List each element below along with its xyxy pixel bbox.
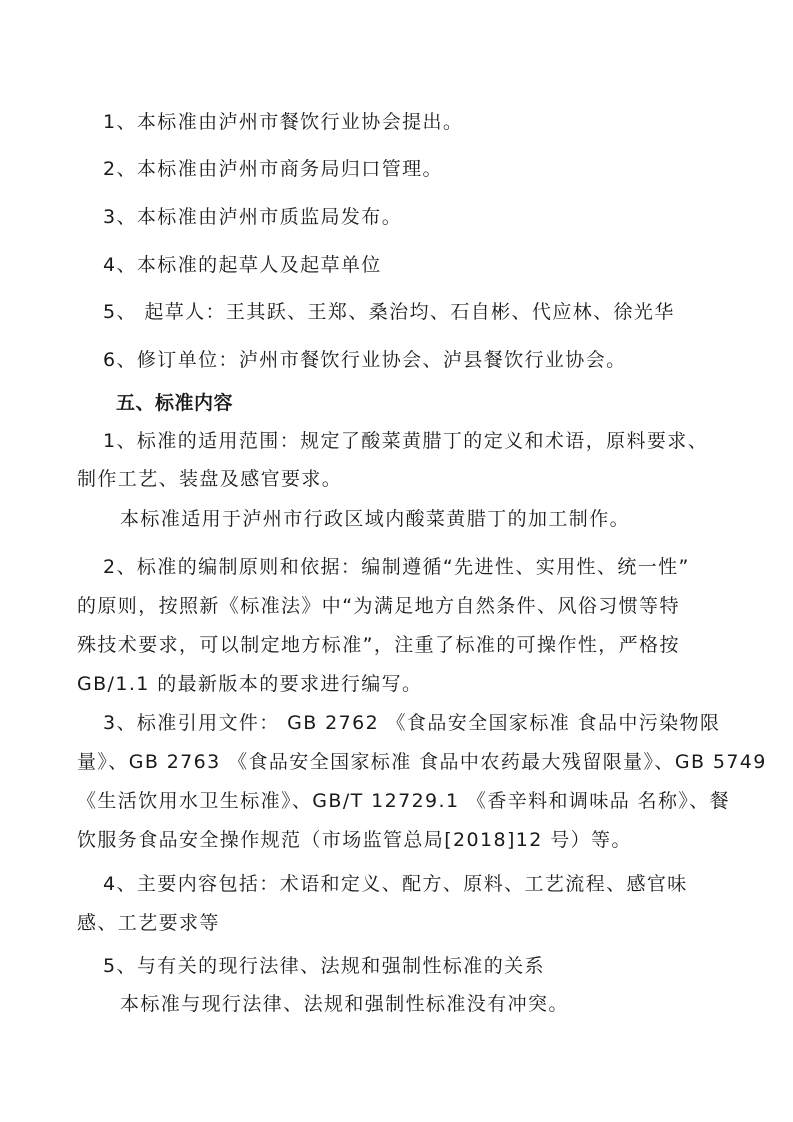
paragraph-line: GB/1.1 的最新版本的要求进行编写。	[77, 673, 423, 695]
list-item: 5、 起草人：王其跃、王郑、桑治均、石自彬、代应林、徐光华	[103, 301, 675, 323]
paragraph-line: 4、主要内容包括：术语和定义、配方、原料、工艺流程、感官味	[103, 873, 688, 895]
paragraph-line: 的原则，按照新《标准法》中“为满足地方自然条件、风俗习惯等特	[77, 595, 680, 617]
paragraph-line: 1、标准的适用范围：规定了酸菜黄腊丁的定义和术语，原料要求、	[103, 430, 709, 452]
list-item: 2、本标准由泸州市商务局归口管理。	[103, 158, 443, 180]
paragraph-line: 3、标准引用文件： GB 2762 《食品安全国家标准 食品中污染物限	[103, 712, 721, 734]
paragraph-line: 《生活饮用水卫生标准》、GB/T 12729.1 《香辛料和调味品 名称》、餐	[77, 790, 731, 812]
section-heading: 五、标准内容	[116, 392, 234, 414]
list-item: 6、修订单位：泸州市餐饮行业协会、泸县餐饮行业协会。	[103, 349, 627, 371]
paragraph-line: 殊技术要求，可以制定地方标准”，注重了标准的可操作性，严格按	[77, 634, 680, 656]
paragraph-line: 2、标准的编制原则和依据：编制遵循“先进性、实用性、统一性”	[103, 556, 690, 578]
paragraph-line: 本标准与现行法律、法规和强制性标准没有冲突。	[120, 993, 569, 1015]
paragraph-line: 本标准适用于泸州市行政区域内酸菜黄腊丁的加工制作。	[120, 508, 631, 530]
paragraph-line: 5、与有关的现行法律、法规和强制性标准的关系	[103, 955, 545, 977]
list-item: 1、本标准由泸州市餐饮行业协会提出。	[103, 111, 464, 133]
list-item: 4、本标准的起草人及起草单位	[103, 254, 382, 276]
paragraph-line: 制作工艺、装盘及感官要求。	[77, 468, 343, 490]
paragraph-line: 饮服务食品安全操作规范（市场监管总局[2018]12 号）等。	[77, 829, 632, 851]
paragraph-line: 量》、GB 2763 《食品安全国家标准 食品中农药最大残留限量》、GB 5749	[77, 751, 767, 773]
list-item: 3、本标准由泸州市质监局发布。	[103, 206, 403, 228]
paragraph-line: 感、工艺要求等	[77, 912, 220, 934]
